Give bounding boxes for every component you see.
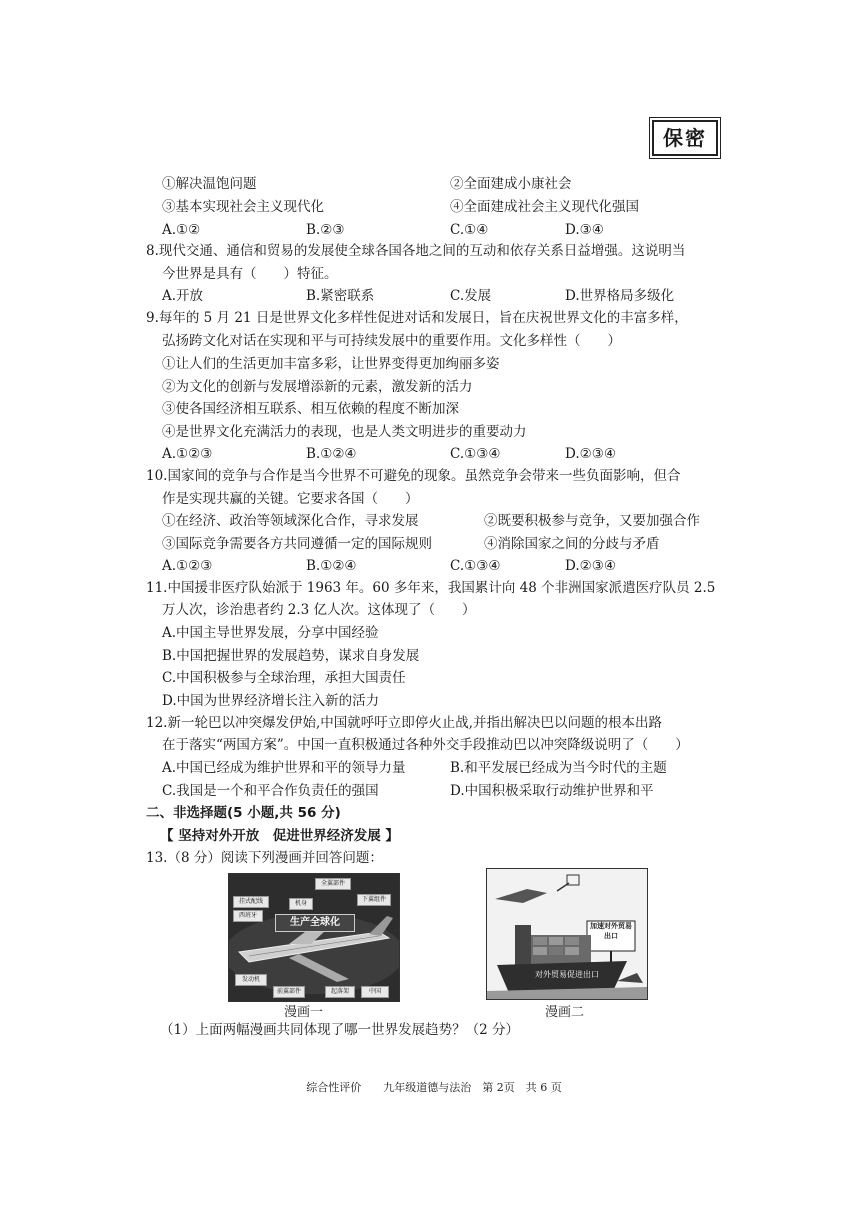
comic-two-hull-text: 对外贸易促进出口: [535, 970, 599, 979]
q8-stem-2: 今世界是具有（ ）特征。: [162, 266, 338, 282]
q9-ans-d: D.②③④: [565, 446, 616, 462]
comic-one-label: 起落架: [325, 986, 355, 998]
comic-one-label: 机身: [289, 898, 313, 910]
comic-one-caption: 漫画一: [284, 1005, 324, 1020]
q9-ans-b: B.①②④: [306, 446, 357, 462]
q10-ans-c: C.①③④: [450, 558, 501, 574]
q10-opt-3: ③国际竞争需要各方共同遵循一定的国际规则: [162, 536, 432, 552]
comic-one-label: 发动机: [235, 974, 267, 986]
q12-stem-1: 12.新一轮巴以冲突爆发伊始,中国就呼吁立即停火止战,并指出解决巴以问题的根本出路: [146, 715, 663, 731]
q8-ans-b: B.紧密联系: [306, 288, 375, 304]
q10-stem-2: 作是实现共赢的关键。它要求各国（ ）: [162, 491, 419, 507]
comic-one-label: 西班牙: [233, 910, 263, 922]
q11-stem-1: 11.中国援非医疗队始派于 1963 年。60 多年来，我国累计向 48 个非洲国家派遣医疗队员 2.5: [146, 580, 716, 596]
q8-ans-d: D.世界格局多级化: [565, 288, 675, 304]
confidential-stamp: 保密: [652, 120, 718, 156]
q9-ans-a: A.①②③: [162, 446, 213, 462]
q11-ans-c: C.中国积极参与全球治理，承担大国责任: [162, 670, 406, 686]
q10-ans-d: D.②③④: [565, 558, 616, 574]
q8-ans-a: A.开放: [162, 288, 204, 304]
q8-stem-1: 8.现代交通、通信和贸易的发展使全球各国各地之间的互动和依存关系日益增强。这说明当: [146, 243, 686, 259]
q12-stem-2: 在于落实“两国方案”。中国一直积极通过各种外交手段推动巴以冲突降级说明了（ ）: [162, 737, 689, 753]
q9-opt-3: ③使各国经济相互联系、相互依赖的程度不断加深: [162, 401, 459, 417]
comic-one-label: 全翼部件: [315, 878, 351, 890]
q9-stem-2: 弘扬跨文化对话在实现和平与可持续发展中的重要作用。文化多样性（ ）: [162, 333, 621, 349]
q10-ans-b: B.①②④: [306, 558, 357, 574]
q8-ans-c: C.发展: [450, 288, 492, 304]
comic-one-image: [228, 873, 400, 1002]
q7-opt-3: ③基本实现社会主义现代化: [162, 199, 324, 215]
comic-one-label: 前翼部件: [273, 986, 305, 998]
q9-stem-1: 9.每年的 5 月 21 日是世界文化多样性促进对话和发展日，旨在庆祝世界文化的丰富多样，: [146, 310, 688, 326]
q7-ans-d: D.③④: [565, 222, 604, 238]
q7-opt-4: ④全面建成社会主义现代化强国: [450, 199, 639, 215]
q10-opt-1: ①在经济、政治等领域深化合作，寻求发展: [162, 513, 419, 529]
topic-heading: 【 坚持对外开放 促进世界经济发展 】: [160, 828, 399, 844]
comic-one-label: 中国: [361, 986, 389, 998]
q9-ans-c: C.①③④: [450, 446, 501, 462]
q10-ans-a: A.①②③: [162, 558, 213, 574]
q7-ans-c: C.①④: [450, 222, 489, 238]
q9-opt-2: ②为文化的创新与发展增添新的元素，激发新的活力: [162, 379, 473, 395]
q9-opt-4: ④是世界文化充满活力的表现，也是人类文明进步的重要动力: [162, 424, 527, 440]
q10-opt-2: ②既要积极参与竞争，又要加强合作: [484, 513, 700, 529]
comic-two-caption: 漫画二: [545, 1005, 585, 1020]
q10-opt-4: ④消除国家之间的分歧与矛盾: [484, 536, 660, 552]
q11-ans-d: D.中国为世界经济增长注入新的活力: [162, 693, 380, 709]
q7-opt-2: ②全面建成小康社会: [450, 176, 572, 192]
q7-opt-1: ①解决温饱问题: [162, 176, 257, 192]
q11-stem-2: 万人次，诊治患者约 2.3 亿人次。这体现了（ ）: [162, 602, 476, 618]
q12-ans-a: A.中国已经成为维护世界和平的领导力量: [162, 760, 406, 776]
comic-one-banner: 生产全球化: [275, 914, 355, 932]
section-2-heading: 二、非选择题(5 小题,共 56 分): [146, 805, 341, 821]
comic-two-sign: 加速对外贸易出口: [590, 922, 632, 940]
q7-ans-b: B.②③: [306, 222, 345, 238]
q10-stem-1: 10.国家间的竞争与合作是当今世界不可避免的现象。虽然竞争会带来一些负面影响，但合: [146, 468, 681, 484]
comic-one-label: 挂式配线: [233, 896, 269, 908]
q12-ans-c: C.我国是一个和平合作负责任的强国: [162, 783, 379, 799]
q12-ans-b: B.和平发展已经成为当今时代的主题: [450, 760, 667, 776]
q7-ans-a: A.①②: [162, 222, 201, 238]
q12-ans-d: D.中国积极采取行动维护世界和平: [450, 783, 654, 799]
q13-stem: 13.（8 分）阅读下列漫画并回答问题：: [146, 850, 383, 866]
page-footer: 综合性评价 九年级道德与法治 第 2页 共 6 页: [306, 1081, 562, 1094]
comic-one-label: 下翼组件: [357, 894, 391, 906]
comic-two-image: [486, 868, 648, 1000]
q9-opt-1: ①让人们的生活更加丰富多彩，让世界变得更加绚丽多姿: [162, 356, 500, 372]
q13-sub-1: （1）上面两幅漫画共同体现了哪一世界发展趋势？（2 分）: [160, 1022, 519, 1038]
q11-ans-a: A.中国主导世界发展，分享中国经验: [162, 625, 379, 641]
q11-ans-b: B.中国把握世界的发展趋势，谋求自身发展: [162, 648, 420, 664]
